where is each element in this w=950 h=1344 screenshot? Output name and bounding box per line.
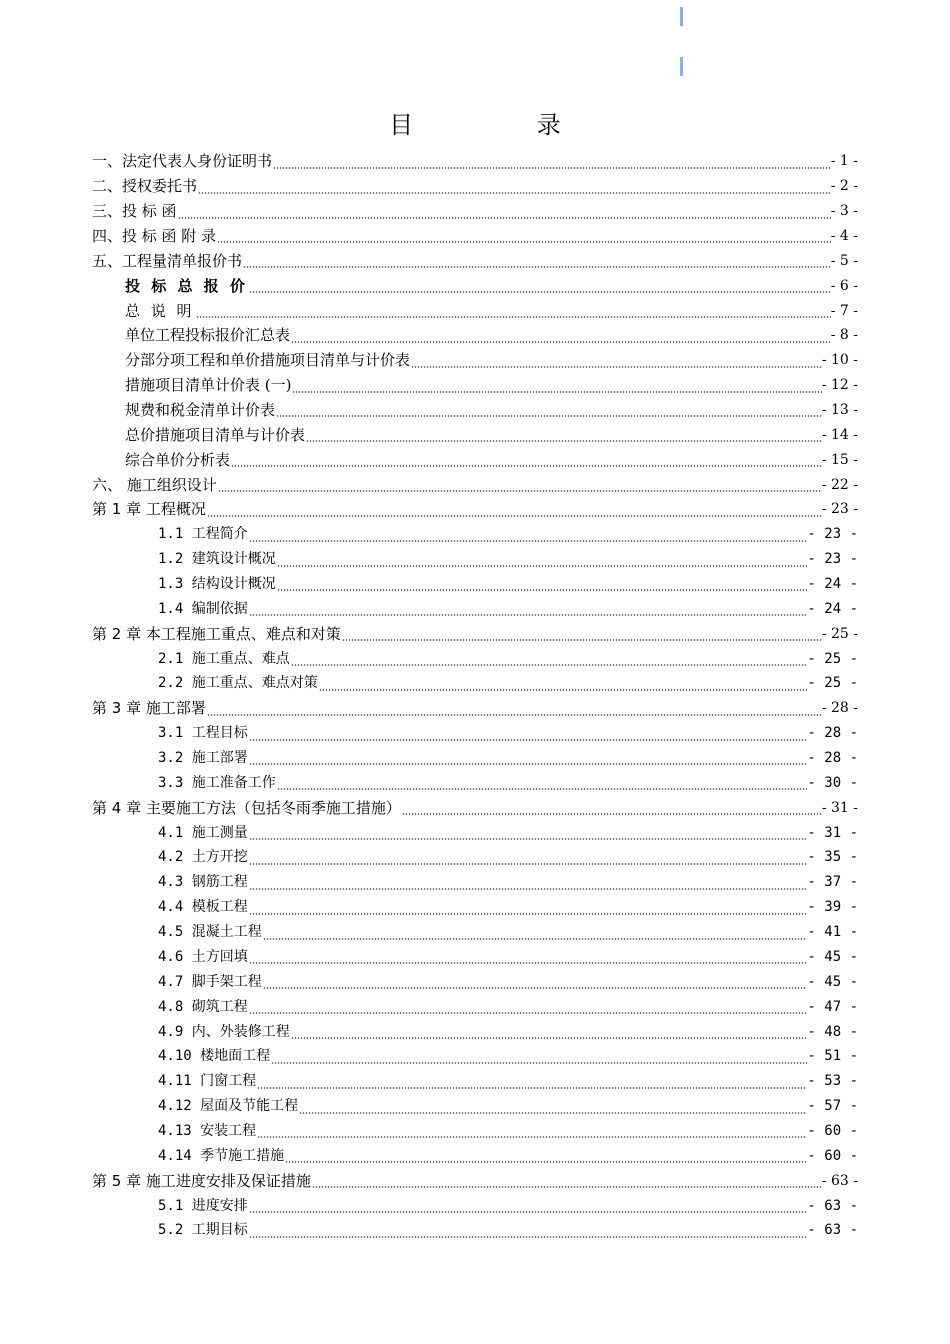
dot-leader <box>249 838 808 840</box>
toc-entry[interactable] <box>92 945 858 970</box>
toc-entry-page: - 31 - <box>807 824 858 841</box>
toc-entry-page: - 2 - <box>830 178 858 195</box>
dot-leader <box>411 366 822 368</box>
toc-entry-page: - 1 - <box>830 153 858 170</box>
toc-entry-title: 三、投 标 函 <box>92 202 177 221</box>
toc-entry[interactable] <box>92 472 858 497</box>
dot-leader <box>249 913 808 915</box>
dot-leader <box>277 589 808 591</box>
dot-leader <box>217 241 831 243</box>
toc-entry-page: - 41 - <box>807 924 858 941</box>
toc-entry-page: - 37 - <box>807 874 858 891</box>
dot-leader <box>207 714 822 716</box>
toc-entry[interactable] <box>92 795 858 820</box>
toc-entry-title: 4.5 混凝土工程 <box>158 924 262 941</box>
toc-entry-title: 分部分项工程和单价措施项目清单与计价表 <box>125 351 411 370</box>
toc-entry[interactable] <box>92 696 858 721</box>
dot-leader <box>249 1012 808 1014</box>
toc-entry[interactable] <box>92 969 858 994</box>
toc-entry-title: 3.2 施工部署 <box>158 750 248 767</box>
dot-leader <box>276 415 822 417</box>
toc-entry-page: - 14 - <box>821 426 858 443</box>
toc-entry[interactable] <box>92 895 858 920</box>
toc-entry[interactable] <box>92 1193 858 1218</box>
toc-entry-title: 4.8 砌筑工程 <box>158 998 248 1015</box>
toc-entry-page: - 60 - <box>807 1147 858 1164</box>
dot-leader <box>291 1037 808 1039</box>
toc-entry-page: - 39 - <box>807 899 858 916</box>
dot-leader <box>277 788 808 790</box>
toc-entry[interactable] <box>92 373 858 398</box>
toc-entry[interactable] <box>92 323 858 348</box>
toc-entry-page: - 23 - <box>807 526 858 543</box>
toc-entry-title: 总价措施项目清单与计价表 <box>125 425 306 444</box>
toc-entry-page: - 25 - <box>807 650 858 667</box>
margin-mark <box>680 57 683 76</box>
toc-entry-title: 4.13 安装工程 <box>158 1122 257 1139</box>
dot-leader <box>263 938 808 940</box>
dot-leader <box>218 490 822 492</box>
dot-leader <box>285 1161 807 1163</box>
dot-leader <box>249 863 808 865</box>
dot-leader <box>198 192 831 194</box>
toc-entry[interactable] <box>92 1168 858 1193</box>
toc-entry[interactable] <box>92 199 858 224</box>
dot-leader <box>249 540 808 542</box>
toc-entry-page: - 51 - <box>807 1048 858 1065</box>
margin-mark <box>680 7 683 26</box>
toc-entry[interactable] <box>92 522 858 547</box>
toc-entry-title: 1.1 工程简介 <box>158 526 248 543</box>
toc-entry-page: - 8 - <box>830 327 858 344</box>
toc-entry-title: 4.14 季节施工措施 <box>158 1147 285 1164</box>
toc-entry[interactable] <box>92 621 858 646</box>
toc-entry[interactable] <box>92 348 858 373</box>
toc-entry-title: 第 1 章 工程概况 <box>92 500 206 519</box>
dot-leader <box>277 565 808 567</box>
toc-entry-title: 4.3 钢筋工程 <box>158 874 248 891</box>
toc-entry-title: 4.11 门窗工程 <box>158 1073 257 1090</box>
dot-leader <box>312 1186 822 1188</box>
toc-entry-page: - 35 - <box>807 849 858 866</box>
dot-leader <box>319 689 808 691</box>
dot-leader <box>249 763 808 765</box>
toc-entry[interactable] <box>92 1143 858 1168</box>
toc-entry-title: 3.1 工程目标 <box>158 725 248 742</box>
toc-entry[interactable] <box>92 224 858 249</box>
table-of-contents <box>92 149 858 1243</box>
toc-entry-title: 4.9 内、外装修工程 <box>158 1023 290 1040</box>
toc-entry[interactable] <box>92 547 858 572</box>
toc-entry-page: - 12 - <box>821 377 858 394</box>
toc-entry-page: - 28 - <box>821 700 858 717</box>
dot-leader <box>249 888 808 890</box>
toc-entry-page: - 6 - <box>830 277 858 294</box>
toc-entry-page: - 23 - <box>821 501 858 518</box>
toc-entry[interactable] <box>92 920 858 945</box>
toc-entry-page: - 24 - <box>807 600 858 617</box>
toc-entry[interactable] <box>92 1094 858 1119</box>
toc-entry[interactable] <box>92 1069 858 1094</box>
toc-entry-title: 总 说 明 <box>125 301 195 320</box>
dot-leader <box>291 341 831 343</box>
dot-leader <box>273 167 831 169</box>
toc-entry-title: 六、 施工组织设计 <box>92 475 217 494</box>
toc-entry[interactable] <box>92 870 858 895</box>
dot-leader <box>257 1136 807 1138</box>
toc-entry-page: - 28 - <box>807 750 858 767</box>
toc-entry-title: 综合单价分析表 <box>125 450 231 469</box>
toc-entry-page: - 3 - <box>830 203 858 220</box>
toc-entry[interactable] <box>92 572 858 597</box>
toc-entry-title: 2.2 施工重点、难点对策 <box>158 675 318 692</box>
dot-leader <box>257 1087 807 1089</box>
page-title: 目 录 <box>389 111 619 139</box>
toc-entry[interactable] <box>92 671 858 696</box>
toc-entry-title: 4.7 脚手架工程 <box>158 973 262 990</box>
dot-leader <box>249 291 831 293</box>
toc-entry-page: - 63 - <box>807 1222 858 1239</box>
toc-entry[interactable] <box>92 746 858 771</box>
toc-entry-page: - 4 - <box>830 228 858 244</box>
toc-entry-title: 规费和税金清单计价表 <box>125 401 276 420</box>
toc-entry-title: 第 4 章 主要施工方法（包括冬雨季施工措施） <box>92 798 401 817</box>
toc-entry-title: 4.4 模板工程 <box>158 899 248 916</box>
dot-leader <box>249 739 808 741</box>
toc-entry-page: - 47 - <box>807 998 858 1015</box>
toc-entry-title: 1.3 结构设计概况 <box>158 576 276 593</box>
toc-entry[interactable] <box>92 174 858 199</box>
toc-entry-page: - 24 - <box>807 576 858 593</box>
toc-entry-title: 4.12 屋面及节能工程 <box>158 1098 299 1115</box>
toc-entry-page: - 25 - <box>821 625 858 642</box>
dot-leader <box>249 1211 808 1213</box>
toc-entry[interactable] <box>92 646 858 671</box>
toc-entry[interactable] <box>92 398 858 423</box>
toc-entry[interactable] <box>92 994 858 1019</box>
toc-entry-page: - 25 - <box>807 675 858 692</box>
dot-leader <box>292 391 821 393</box>
toc-entry[interactable] <box>92 273 858 298</box>
dot-leader <box>263 987 808 989</box>
toc-entry[interactable] <box>92 596 858 621</box>
toc-entry[interactable] <box>92 845 858 870</box>
toc-entry[interactable] <box>92 770 858 795</box>
toc-entry[interactable] <box>92 248 858 273</box>
toc-entry[interactable] <box>92 1044 858 1069</box>
dot-leader <box>231 465 822 467</box>
dot-leader <box>342 639 822 641</box>
toc-entry[interactable] <box>92 298 858 323</box>
toc-entry-page: - 63 - <box>821 1172 858 1189</box>
toc-entry-title: 四、投 标 函 附 录 <box>92 227 217 245</box>
dot-leader <box>306 440 822 442</box>
toc-entry-page: - 31 - <box>821 799 858 816</box>
toc-entry-page: - 45 - <box>807 973 858 990</box>
toc-entry-title: 5.2 工期目标 <box>158 1222 248 1239</box>
toc-entry[interactable] <box>92 447 858 472</box>
toc-entry-title: 4.6 土方回填 <box>158 948 248 965</box>
toc-entry-page: - 28 - <box>807 725 858 742</box>
toc-entry-title: 4.2 土方开挖 <box>158 849 248 866</box>
dot-leader <box>299 1112 807 1114</box>
toc-entry-page: - 23 - <box>807 551 858 568</box>
toc-entry-page: - 22 - <box>821 476 858 493</box>
toc-entry-page: - 15 - <box>821 451 858 468</box>
toc-entry-page: - 57 - <box>807 1098 858 1115</box>
dot-leader <box>207 515 822 517</box>
toc-entry[interactable] <box>92 1119 858 1144</box>
toc-entry-title: 二、授权委托书 <box>92 177 198 196</box>
dot-leader <box>243 266 831 268</box>
toc-entry-page: - 7 - <box>830 302 858 319</box>
dot-leader <box>249 962 808 964</box>
dot-leader <box>196 316 831 318</box>
toc-entry-page: - 30 - <box>807 774 858 791</box>
toc-entry[interactable] <box>92 820 858 845</box>
toc-entry-title: 单位工程投标报价汇总表 <box>125 326 291 345</box>
dot-leader <box>178 217 831 219</box>
toc-entry-title: 3.3 施工准备工作 <box>158 774 276 791</box>
toc-entry-title: 2.1 施工重点、难点 <box>158 650 290 667</box>
toc-entry-page: - 45 - <box>807 948 858 965</box>
toc-entry-title: 第 2 章 本工程施工重点、难点和对策 <box>92 624 341 643</box>
toc-entry-title: 第 5 章 施工进度安排及保证措施 <box>92 1171 311 1190</box>
toc-entry-title: 第 3 章 施工部署 <box>92 699 206 718</box>
dot-leader <box>249 1236 808 1238</box>
toc-entry-page: - 10 - <box>821 352 858 369</box>
toc-entry[interactable] <box>92 1218 858 1243</box>
dot-leader <box>249 614 808 616</box>
toc-entry-page: - 53 - <box>807 1073 858 1090</box>
toc-entry-title: 4.1 施工测量 <box>158 824 248 841</box>
dot-leader <box>291 664 808 666</box>
toc-entry-title: 一、法定代表人身份证明书 <box>92 152 273 171</box>
dot-leader <box>271 1062 807 1064</box>
toc-entry-title: 1.2 建筑设计概况 <box>158 551 276 568</box>
toc-entry-page: - 13 - <box>821 402 858 419</box>
toc-entry-title: 5.1 进度安排 <box>158 1197 248 1214</box>
toc-entry-page: - 5 - <box>830 252 858 269</box>
dot-leader <box>402 813 822 815</box>
toc-entry-page: - 63 - <box>807 1197 858 1214</box>
toc-entry[interactable] <box>92 149 858 174</box>
toc-entry-page: - 60 - <box>807 1122 858 1139</box>
toc-entry-title: 措施项目清单计价表 (一) <box>125 376 292 395</box>
toc-entry-page: - 48 - <box>807 1023 858 1040</box>
toc-entry-title: 4.10 楼地面工程 <box>158 1048 271 1065</box>
toc-entry[interactable] <box>92 1019 858 1044</box>
toc-entry-title: 投 标 总 报 价 <box>125 276 248 295</box>
toc-entry[interactable] <box>92 497 858 522</box>
toc-entry[interactable] <box>92 721 858 746</box>
toc-entry-title: 五、工程量清单报价书 <box>92 251 243 270</box>
toc-entry[interactable] <box>92 422 858 447</box>
toc-entry-title: 1.4 编制依据 <box>158 600 248 617</box>
